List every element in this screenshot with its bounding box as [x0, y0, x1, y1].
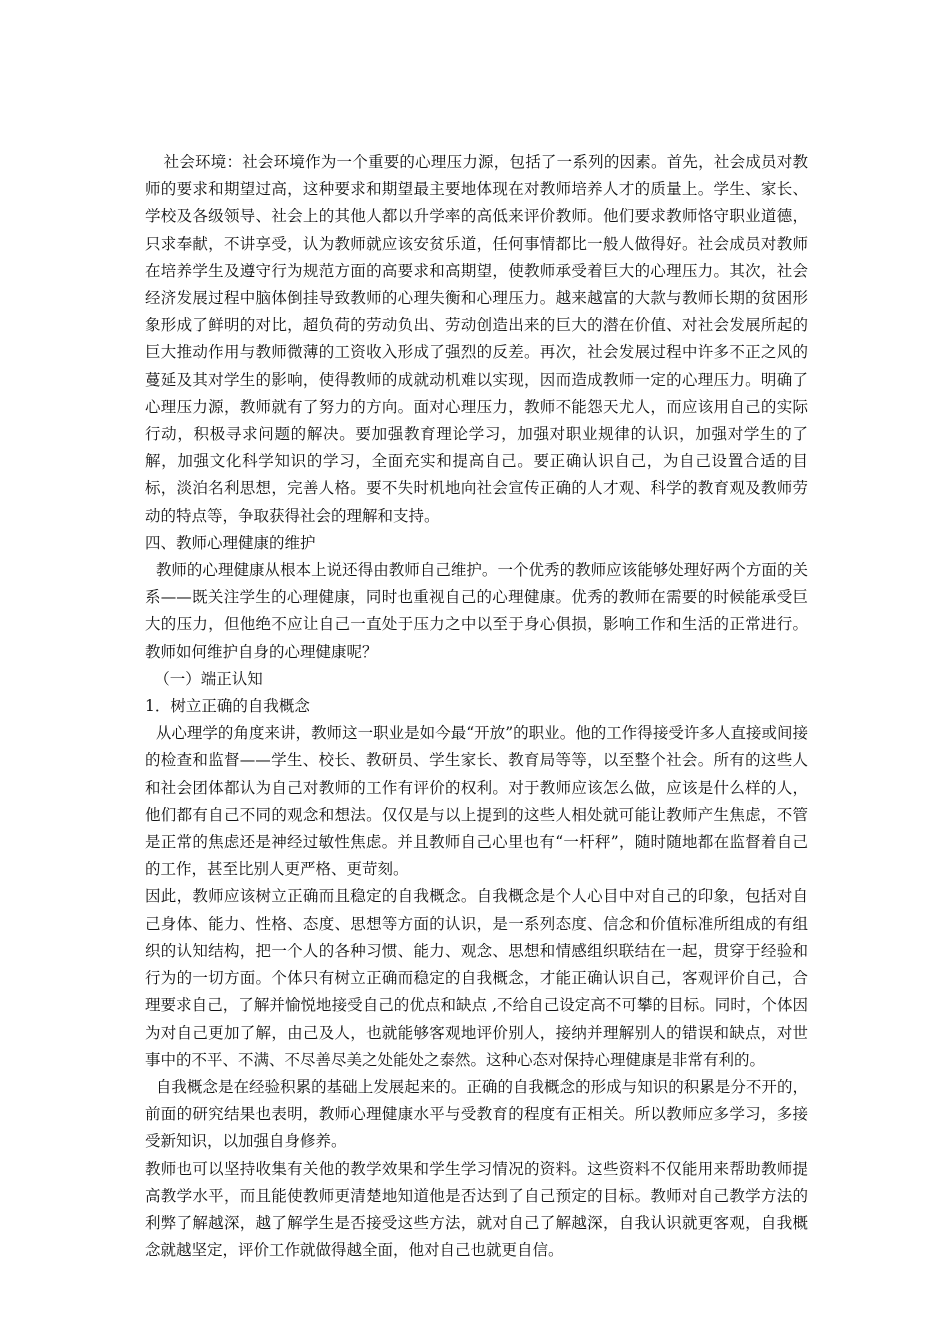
item-heading-1: 1．树立正确的自我概念 — [145, 697, 310, 716]
paragraph-experience: 自我概念是在经验积累的基础上发展起来的。正确的自我概念的形成与知识的积累是分不开的，前面的研究结果也表明，教师心理健康水平与受教育的程度有正相关。所以教师应多学习，多接受新知识，以加强自身修养。 — [145, 1077, 808, 1151]
document-body — [145, 149, 808, 1264]
section-heading-4: 四、教师心理健康的维护 — [145, 533, 316, 552]
paragraph-collect-data: 教师也可以坚持收集有关他的教学效果和学生学习情况的资料。这些资料不仅能用来帮助教师提高教学水平，而且能使教师更清楚地知道他是否达到了自己预定的目标。教师对自己教学方法的利弊了解越深，越了解学生是否接受这些方法，就对自己了解越深，自我认识就更客观，自我概念就越坚定，评价工作就做得越全面，他对自己也就更自信。 — [145, 1159, 808, 1260]
paragraph-social-environment: 社会环境：社会环境作为一个重要的心理压力源，包括了一系列的因素。首先，社会成员对教师的要求和期望过高，这种要求和期望最主要地体现在对教师培养人才的质量上。学生、家长、学校及各级领导、社会上的其他人都以升学率的高低来评价教师。他们要求教师恪守职业道德，只求奉献，不讲享受，认为教师就应该安贫乐道，任何事情都比一般人做得好。社会成员对教师在培养学生及遵守行为规范方面的高要求和高期望，使教师承受着巨大的心理压力。其次，社会经济发展过程中脑体倒挂导致教师的心理失衡和心理压力。越来越富的大款与教师长期的贫困形象形成了鲜明的对比，超负荷的劳动负出、劳动创造出来的巨大的潜在价值、对社会发展所起的巨大推动作用与教师微薄的工资收入形成了强烈的反差。再次，社会发展过程中许多不正之风的蔓延及其对学生的影响，使得教师的成就动机难以实现，因而造成教师一定的心理压力。明确了心理压力源，教师就有了努力的方向。面对心理压力，教师不能怨天尤人，而应该用自己的实际行动，积极寻求问题的解决。要加强教育理论学习，加强对职业规律的认识，加强对学生的了解，加强文化科学知识的学习，全面充实和提高自己。要正确认识自己，为自己设置合适的目标，淡泊名利思想，完善人格。要不失时机地向社会宣传正确的人才观、科学的教育观及教师劳动的特点等，争取获得社会的理解和支持。 — [145, 153, 808, 525]
paragraph-open-profession: 从心理学的角度来讲，教师这一职业是如今最“开放”的职业。他的工作得接受许多人直接或间接的检查和监督——学生、校长、教研员、学生家长、教育局等等，以至整个社会。所有的这些人和社会团体都认为自己对教师的工作有评价的权利。对于教师应该怎么做，应该是什么样的人，他们都有自己不同的观念和想法。仅仅是与以上提到的这些人相处就可能让教师产生焦虑，不管是正常的焦虑还是神经过敏性焦虑。并且教师自己心里也有“一杆秤”，随时随地都在监督着自己的工作，甚至比别人更严格、更苛刻。 — [145, 724, 808, 879]
subsection-heading-1: （一）端正认知 — [154, 669, 263, 688]
paragraph-maintenance-intro: 教师的心理健康从根本上说还得由教师自己维护。一个优秀的教师应该能够处理好两个方面的关系——既关注学生的心理健康，同时也重视自己的心理健康。优秀的教师在需要的时候能承受巨大的压力，但他绝不应让自己一直处于压力之中以至于身心俱损，影响工作和生活的正常进行。教师如何维护自身的心理健康呢？ — [145, 561, 808, 661]
paragraph-self-concept: 因此，教师应该树立正确而且稳定的自我概念。自我概念是个人心目中对自己的印象，包括对自己身体、能力、性格、态度、思想等方面的认识，是一系列态度、信念和价值标准所组成的有组织的认知结构，把一个人的各种习惯、能力、观念、思想和情感组织联结在一起，贯穿于经验和行为的一切方面。个体只有树立正确而稳定的自我概念，才能正确认识自己，客观评价自己，合理要求自己，了解并愉悦地接受自己的优点和缺点 ,不给自己设定高不可攀的目标。同时，个体因为对自己更加了解，由己及人，也就能够客观地评价别人，接纳并理解别人的错误和缺点，对世事中的不平、不满、不尽善尽美之处能处之泰然。这种心态对保持心理健康是非常有利的。 — [145, 887, 808, 1069]
